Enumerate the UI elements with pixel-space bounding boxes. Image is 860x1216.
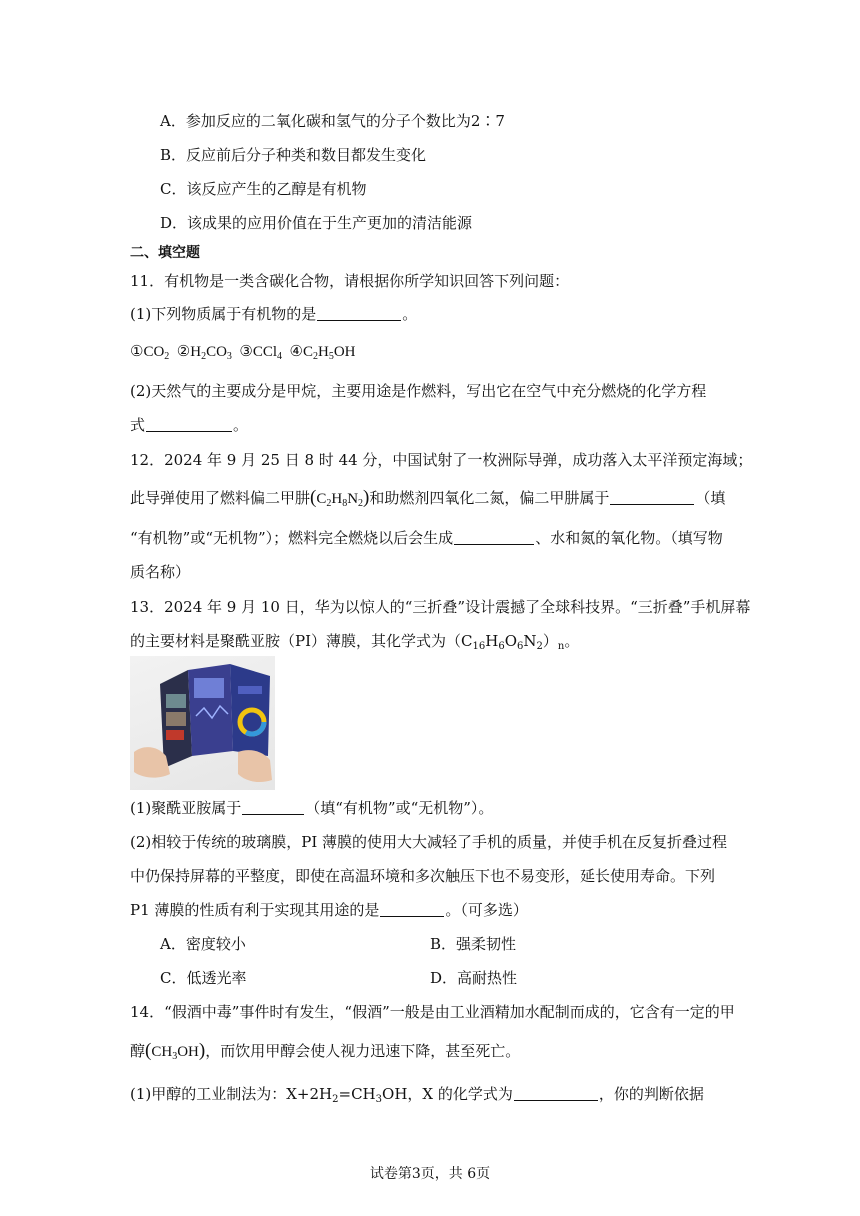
- page-footer: 试卷第3页，共 6页: [369, 1166, 491, 1182]
- answer-blank[interactable]: [380, 900, 444, 917]
- q14-part1: (1)甲醇的工业制法为：$X+2H_2=CH_3OH$，X 的化学式为 ，你的判断依据: [130, 1085, 704, 1105]
- q11-choices: $①CO_2$ $②H_2CO_3$ ③CCl$_4$ $④C_2H_5OH$: [130, 344, 356, 362]
- q14-line2: 醇$(CH_3OH)$，而饮用甲醇会使人视力迅速下降，甚至死亡。: [130, 1040, 521, 1062]
- option-b: B．反应前后分子种类和数目都发生变化: [160, 146, 427, 164]
- q13-option-a: A．密度较小: [160, 935, 246, 953]
- q13-line1: 13．2024 年 9 月 10 日，华为以惊人的“三折叠”设计震撼了全球科技界。“三折叠”手机屏幕: [130, 598, 751, 616]
- option-a: A．参加反应的二氧化碳和氢气的分子个数比为2∶7: [160, 112, 505, 130]
- q12-line1: 12．2024 年 9 月 25 日 8 时 44 分，中国试射了一枚洲际导弹，成功落入太平洋预定海域；: [130, 451, 753, 469]
- q13-option-c: C．低透光率: [160, 969, 247, 987]
- q11-stem: 11．有机物是一类含碳化合物，请根据你所学知识回答下列问题：: [130, 272, 570, 290]
- option-d: D．该成果的应用价值在于生产更加的清洁能源: [160, 214, 473, 232]
- foldable-phone-illustration: [130, 656, 275, 790]
- q11-part2-line1: (2)天然气的主要成分是甲烷，主要用途是作燃料，写出它在空气中充分燃烧的化学方程: [130, 382, 707, 400]
- q12-line4: 质名称）: [130, 563, 191, 581]
- q13-part2-line2: 中仍保持屏幕的平整度，即使在高温环境和多次触压下也不易变形，延长使用寿命。下列: [130, 867, 716, 885]
- answer-blank[interactable]: [317, 304, 401, 321]
- q14-line1: 14．“假酒中毒”事件时有发生，“假酒”一般是由工业酒精加水配制而成的，它含有一定的甲: [130, 1003, 735, 1021]
- q13-part2-line1: (2)相较于传统的玻璃膜，PI 薄膜的使用大大减轻了手机的质量，并使手机在反复折叠过程: [130, 833, 728, 851]
- answer-blank[interactable]: [454, 528, 534, 545]
- answer-blank[interactable]: [610, 488, 694, 505]
- answer-blank[interactable]: [514, 1084, 598, 1101]
- q12-line2: 此导弹使用了燃料偏二甲肼$(C_2H_8N_2)$和助燃剂四氧化二氮，偏二甲肼属于 （填: [130, 487, 726, 509]
- section-heading: 二、填空题: [130, 245, 200, 261]
- option-c: C．该反应产生的乙醇是有机物: [160, 180, 367, 198]
- q11-part2-line2: 式 。: [130, 416, 249, 434]
- q13-option-b: B．强柔韧性: [430, 935, 517, 953]
- q13-option-d: D．高耐热性: [430, 969, 518, 987]
- q13-part1: (1)聚酰亚胺属于 （填“有机物”或“无机物”）。: [130, 799, 494, 817]
- q11-part1: (1)下列物质属于有机物的是 。: [130, 305, 418, 323]
- answer-blank[interactable]: [242, 798, 304, 815]
- fuel-formula: $(C_2H_8N_2)$: [310, 487, 370, 509]
- answer-blank[interactable]: [146, 415, 232, 432]
- methanol-formula: $(CH_3OH)$: [145, 1040, 206, 1062]
- foldable-phone-photo: [130, 656, 275, 790]
- q13-line2: 的主要材料是聚酰亚胺（PI）薄膜，其化学式为$(C_{16}H_6O_6N_2)_n$。: [130, 632, 580, 652]
- q13-part2-line3: P1 薄膜的性质有利于实现其用途的是 。（可多选）: [130, 901, 528, 919]
- q12-line3: “有机物”或“无机物”）；燃料完全燃烧以后会生成 、水和氮的氧化物。（填写物: [130, 529, 723, 547]
